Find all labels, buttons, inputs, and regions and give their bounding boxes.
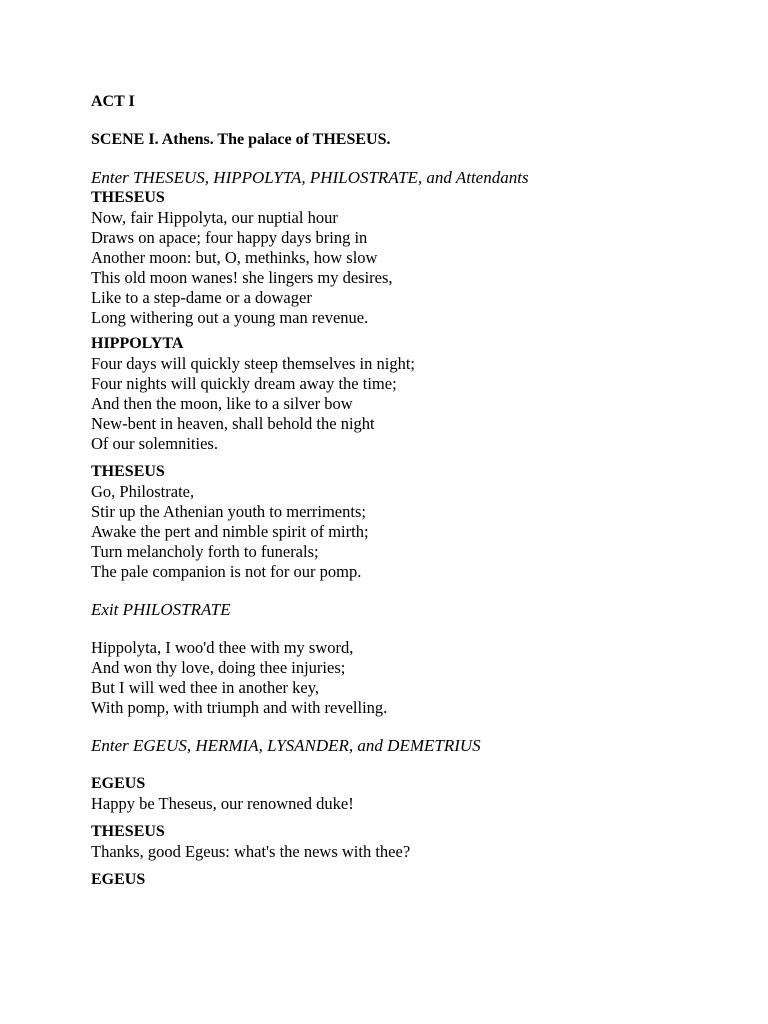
speaker-name: EGEUS [91, 871, 146, 888]
speech-egeus-2 [91, 870, 728, 890]
speech-line: Four days will quickly steep themselves in night; [91, 354, 416, 373]
speech-line: Four nights will quickly dream away the time; [91, 374, 397, 393]
speech-line: The pale companion is not for our pomp. [91, 562, 362, 581]
scene-heading: SCENE I. Athens. The palace of THESEUS. [91, 131, 391, 148]
speech-line: Like to a step-dame or a dowager [91, 288, 312, 307]
speech-line: Of our solemnities. [91, 434, 218, 453]
speech-theseus-1 [91, 188, 728, 328]
speaker-name: HIPPOLYTA [91, 335, 184, 352]
stage-direction-enter: Enter THESEUS, HIPPOLYTA, PHILOSTRATE, and Attendants [91, 168, 529, 187]
speech-line: Go, Philostrate, [91, 482, 195, 501]
speech-theseus-2 [91, 462, 728, 582]
stage-direction-exit: Exit PHILOSTRATE [91, 600, 231, 619]
speaker-name: THESEUS [91, 463, 165, 480]
speech-line: Now, fair Hippolyta, our nuptial hour [91, 208, 338, 227]
speaker-name: EGEUS [91, 775, 146, 792]
speech-line: New-bent in heaven, shall behold the night [91, 414, 375, 433]
speech-line: But I will wed thee in another key, [91, 678, 320, 697]
speech-theseus-4 [91, 822, 728, 862]
speech-line: Long withering out a young man revenue. [91, 308, 369, 327]
speech-line: Hippolyta, I woo'd thee with my sword, [91, 638, 354, 657]
speech-line: Happy be Theseus, our renowned duke! [91, 794, 354, 813]
speech-line: Draws on apace; four happy days bring in [91, 228, 368, 247]
speech-line: And won thy love, doing thee injuries; [91, 658, 346, 677]
speaker-name: THESEUS [91, 823, 165, 840]
speech-line: With pomp, with triumph and with revelling. [91, 698, 388, 717]
play-text [91, 92, 728, 890]
speech-line: Turn melancholy forth to funerals; [91, 542, 319, 561]
speech-egeus-1 [91, 774, 728, 814]
stage-direction-enter-2: Enter EGEUS, HERMIA, LYSANDER, and DEMETRIUS [91, 736, 481, 755]
speech-line: Thanks, good Egeus: what's the news with thee? [91, 842, 411, 861]
speaker-name: THESEUS [91, 189, 165, 206]
speech-line: This old moon wanes! she lingers my desires, [91, 268, 393, 287]
speech-line: Awake the pert and nimble spirit of mirth; [91, 522, 369, 541]
act-heading: ACT I [91, 93, 135, 110]
speech-line: And then the moon, like to a silver bow [91, 394, 353, 413]
speech-hippolyta-1 [91, 334, 728, 454]
speech-theseus-3 [91, 638, 728, 718]
speech-line: Stir up the Athenian youth to merriments; [91, 502, 366, 521]
speech-line: Another moon: but, O, methinks, how slow [91, 248, 378, 267]
